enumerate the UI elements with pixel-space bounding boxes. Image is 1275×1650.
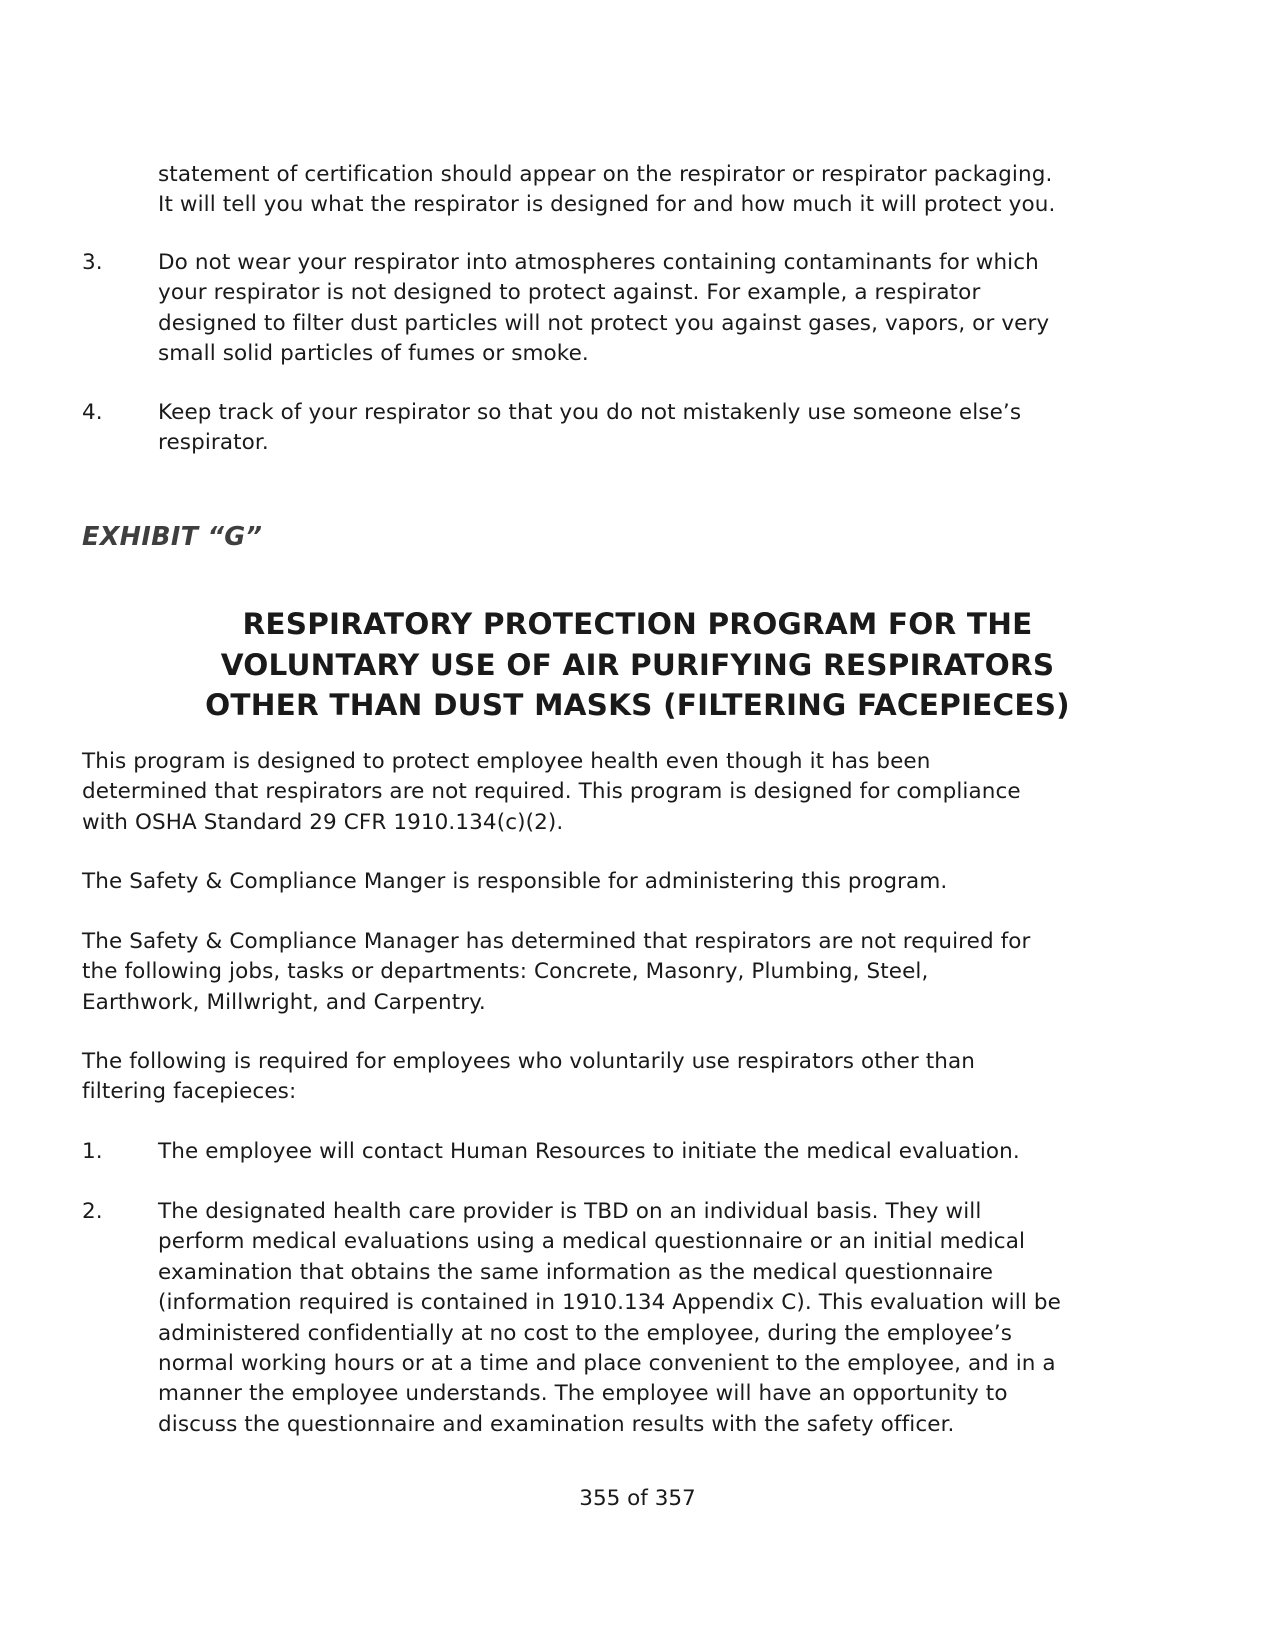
text-line: respirator. xyxy=(158,430,269,456)
paragraph-responsibility xyxy=(82,867,947,897)
text-line: It will tell you what the respirator is designed for and how much it will protect you. xyxy=(158,192,1056,218)
list-item-text xyxy=(158,1137,1020,1167)
text-line: Do not wear your respirator into atmospheres containing contaminants for which xyxy=(158,250,1039,275)
list-number: 4. xyxy=(82,400,103,425)
text-line: statement of certification should appear on the respirator or respirator packaging. xyxy=(158,162,1053,187)
text-line: normal working hours or at a time and place convenient to the employee, and in a xyxy=(158,1351,1056,1377)
text-line: The following is required for employees who voluntarily use respirators other than xyxy=(82,1049,975,1074)
text-line: with OSHA Standard 29 CFR 1910.134(c)(2). xyxy=(82,809,564,835)
text-line: perform medical evaluations using a medical questionnaire or an initial medical xyxy=(158,1229,1026,1255)
text-line: This program is designed to protect employee health even though it has been xyxy=(82,749,931,774)
heading-line: OTHER THAN DUST MASKS (FILTERING FACEPIECES) xyxy=(205,688,1070,722)
text-line: determined that respirators are not required. This program is designed for compliance xyxy=(82,779,1021,805)
heading-line: VOLUNTARY USE OF AIR PURIFYING RESPIRATORS xyxy=(220,647,1055,682)
text-line: Keep track of your respirator so that you do not mistakenly use someone else’s xyxy=(158,400,1022,425)
text-line: discuss the questionnaire and examination results with the safety officer. xyxy=(158,1411,955,1437)
text-line: small solid particles of fumes or smoke. xyxy=(158,341,589,367)
list-item-text xyxy=(158,248,1049,370)
text-line: Earthwork, Millwright, and Carpentry. xyxy=(82,989,486,1015)
paragraph-program-purpose xyxy=(82,747,1021,838)
text-line: manner the employee understands. The employee will have an opportunity to xyxy=(158,1381,1008,1407)
text-line: The employee will contact Human Resources to initiate the medical evaluation. xyxy=(158,1139,1020,1164)
list-number: 3. xyxy=(82,250,103,275)
text-line: examination that obtains the same information as the medical questionnaire xyxy=(158,1259,994,1285)
text-line: The Safety & Compliance Manger is responsible for administering this program. xyxy=(82,869,948,894)
text-line: (information required is contained in 1910.134 Appendix C). This evaluation will be xyxy=(158,1290,1061,1316)
exhibit-label: EXHIBIT “G” xyxy=(82,522,263,552)
page-number: 355 of 357 xyxy=(579,1486,696,1511)
continued-list-text xyxy=(158,160,1055,221)
text-line: designed to filter dust particles will not protect you against gases, vapors, or very xyxy=(158,310,1050,336)
text-line: The Safety & Compliance Manager has determined that respirators are not required for xyxy=(82,929,1031,954)
paragraph-determination xyxy=(82,927,1031,1018)
heading-line: RESPIRATORY PROTECTION PROGRAM FOR THE xyxy=(242,607,1033,641)
text-line: your respirator is not designed to protect against. For example, a respirator xyxy=(158,280,981,306)
list-number: 1. xyxy=(82,1139,103,1164)
text-line: filtering facepieces: xyxy=(82,1079,297,1105)
section-heading xyxy=(0,604,1275,726)
text-line: administered confidentially at no cost to the employee, during the employee’s xyxy=(158,1320,1012,1346)
paragraph-requirements-intro xyxy=(82,1047,975,1108)
list-item-text xyxy=(158,398,1021,459)
text-line: the following jobs, tasks or departments: Concrete, Masonry, Plumbing, Steel, xyxy=(82,959,929,985)
text-line: The designated health care provider is TBD on an individual basis. They will xyxy=(158,1199,982,1224)
list-number: 2. xyxy=(82,1199,103,1224)
list-item-text xyxy=(158,1197,1061,1440)
